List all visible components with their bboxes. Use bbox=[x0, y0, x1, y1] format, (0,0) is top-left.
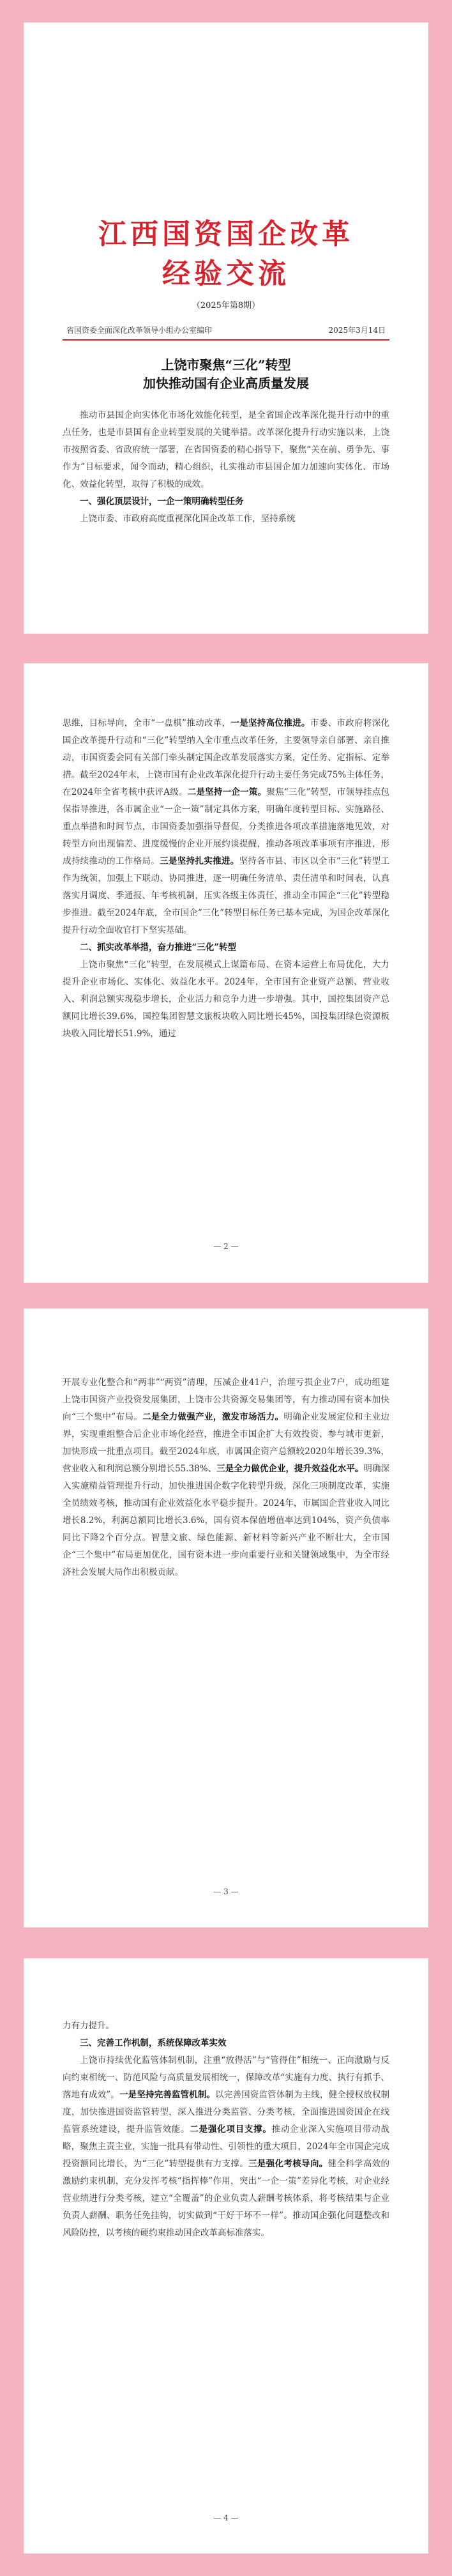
section-heading-3: 三、完善工作机制，系统保障改革实效 bbox=[80, 2038, 227, 2048]
page-4-body bbox=[63, 1959, 389, 2242]
page-3-body bbox=[63, 1309, 389, 1581]
page-1-body bbox=[63, 407, 389, 528]
document-page-1 bbox=[24, 23, 428, 633]
paragraph: 开展专业化整合和“两非”“两资”清理，压减企业41户，治理亏损企业7户，成功组建上饶市国资产业投资发展集团，上饶市公共资源交易集团等，有力推动国有资本加快向“三个集中”布局。二是全力做强产业，激发市场活力。明确企业发展定位和主业边界，实现重组整合后企业市场化经营，推进全市国企扩大有效投资、参与城市更新，加快形成一批重点项目。截至2024年底，市属国企资产总额较2020年增长39.3%，营业收入和利润总额分别增长55.38%、三是全力做优企业，提升效益化水平。明确深入实施精益管理提升行动，加快推进国企数字化转型升级，深化三项制度改革，实施全员绩效考核，推动国有企业效益化水平稳步提升。2024年，市属国企营业收入同比增长8.2%，利润总额同比增长3.6%，国有资本保值增值率达到104%，资产负债率同比下降2个百分点。智慧文旅、绿色能源、新材料等新兴产业不断壮大，全市国企“三个集中”布局更加优化，国有资本进一步向重要行业和关键领域集中，为全市经济社会发展大局作出积极贡献。 bbox=[63, 1377, 390, 1577]
document-page-2 bbox=[24, 664, 428, 1282]
paragraph: 思维，目标导向，全市“一盘棋”推动改革，一是坚持高位推进。市委、市政府将深化国企改革提升行动和“三化”转型纳入全市重点改革任务，主要领导亲自部署、亲自推动，市国资委会同有关部门牵头制定国企改革发展落实方案，定任务、定指标、定举措。截至2024年末，上饶市国有企业改革深化提升行动主要任务完成75%主体任务，在2024年全省考核中获评A级。二是坚持一企一策。聚焦“三化”转型，市领导挂点包保指导推进，各市属企业“一企一策”制定具体方案，明确年度转型目标、实施路径、重点举措和时间节点，市国资委加强指导督促，分类推进各项改革措施落地见效，对转型方向出现偏差、进度缓慢的企业开展约谈提醒，推动各项改革事项有序推进，形成持续推动的工作格局。三是坚持扎实推进。坚持各市县、市区以全市“三化”转型工作为统领，加强上下联动、协同推进，逐一明确任务清单、责任清单和时间表，认真落实月调度、季通报、年考核机制，压实各级主体责任，推动全市国企“三化”转型稳步推进。截至2024年底，全市国企“三化”转型目标任务已基本完成，为国企改革深化提升行动全面收官打下坚实基础。 bbox=[63, 718, 389, 935]
paragraph: 上饶市委、市政府高度重视深化国企改革工作，坚持系统 bbox=[80, 514, 296, 525]
article-title-line-1: 上饶市聚焦“三化”转型 bbox=[161, 357, 291, 373]
paragraph: 上饶市持续优化监管体制机制，注重“放得活”与“管得住”相统一、正向激励与反向约束相统一、防范风险与高质量发展相统一，保障改革“实施有力度、执行有抓手、落地有成效”。一是坚持完善监管机制。以完善国资监管体制为主线，健全授权放权制度，加快推进国资监管转型，深入推进分类监管、分类考核，全面推进国资国企在线监管系统建设，提升监管效能。二是强化项目支撑。推动企业深入实施项目带动战略，聚焦主责主业，实施一批具有带动性、引领性的重大项目，2024年全市国企完成投资额同比增长，为“三化”转型提供有力支撑。三是强化考核导向。健全科学高效的激励约束机制，充分发挥考核“指挥棒”作用，突出“一企一策”差异化考核，对企业经营业绩进行分类考核，建立“全覆盖”的企业负责人薪酬考核体系，将考核结果与企业负责人薪酬、职务任免挂钩，切实做到“干好干坏不一样”。推动国企强化问题整改和风险防控，以考核的硬约束推动国企改革高标准落实。 bbox=[63, 2055, 390, 2238]
intro-paragraph: 推动市县国企向实体化市场化效能化转型，是全省国企改革深化提升行动中的重点任务，也是市县国有企业转型发展的关键举措。改革深化提升行动实施以来，上饶市按照省委、省政府统一部署，在省国资委的精心指导下，聚焦“关在前、勇争先、事作为”目标要求，闻令而动，精心组织，扎实推动市县国企加力加速向实体化、市场化、效益化转型，取得了积极的成效。 bbox=[63, 410, 389, 490]
article-title-line-2: 加快推动国有企业高质量发展 bbox=[143, 376, 309, 392]
section-heading-2: 二、抓实改革举措，奋力推进“三化”转型 bbox=[80, 942, 237, 953]
paragraph: 上饶市聚焦“三化”转型，在发展模式上谋篇布局、在资本运营上布局优化，大力提升企业市场化、实体化、效益化水平。2024年，全市国有企业资产总额、营业收入、利润总额实现稳步增长，企业活力和竞争力进一步增强。其中，国控集团资产总额同比增长39.6%，国控集团智慧文旅板块收入同比增长45%，国投集团绿色资源板块收入同比增长51.9%，通过 bbox=[63, 960, 389, 1039]
issue-number: （2025年第8期） bbox=[192, 301, 260, 311]
section-heading-1: 一、强化顶层设计，一企一策明确转型任务 bbox=[80, 496, 244, 507]
page-number: — 4 — bbox=[213, 2513, 239, 2522]
publisher-line bbox=[63, 325, 389, 335]
document-page-3 bbox=[24, 1309, 428, 1927]
journal-title-line-2: 经验交流 bbox=[162, 257, 290, 290]
journal-title bbox=[63, 215, 389, 293]
document-page-4 bbox=[24, 1959, 428, 2553]
red-divider bbox=[63, 339, 389, 341]
publisher: 省国资委全面深化改革领导小组办公室编印 bbox=[66, 326, 213, 335]
publish-date: 2025年3月14日 bbox=[328, 326, 386, 335]
paragraph: 力有力提升。 bbox=[63, 2021, 114, 2031]
journal-title-line-1: 江西国资国企改革 bbox=[98, 218, 354, 250]
article-title bbox=[63, 356, 389, 393]
page-number: — 3 — bbox=[213, 1887, 239, 1896]
page-number: — 2 — bbox=[213, 1242, 239, 1251]
page-2-body bbox=[63, 664, 389, 1043]
